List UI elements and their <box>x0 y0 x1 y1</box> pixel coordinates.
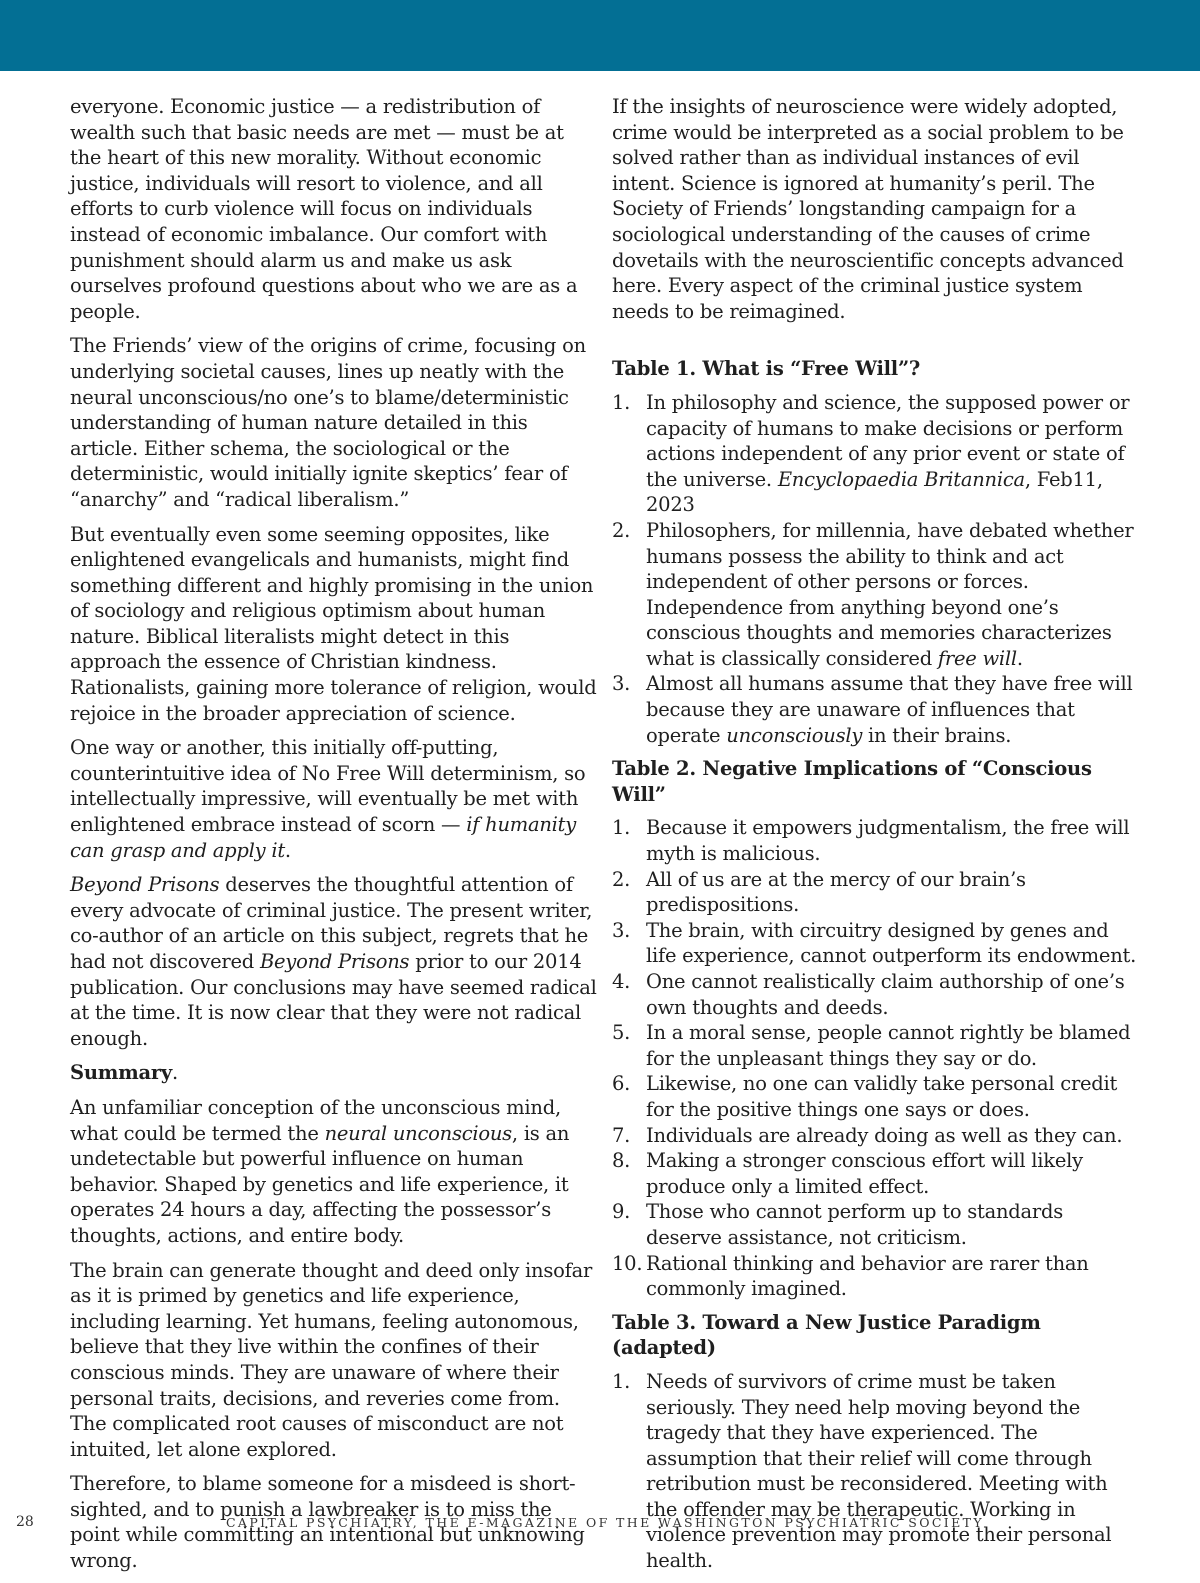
item-text: In a moral sense, people cannot rightly be blamed for the unpleasant things they say or do. <box>646 1021 1131 1070</box>
item-text: The brain, with circuitry designed by genes and life experience, cannot outperform its endowment. <box>646 918 1137 968</box>
list-item <box>612 867 1140 918</box>
left-column <box>70 94 600 1583</box>
item-text: Individuals are already doing as well as they can. <box>646 1123 1123 1147</box>
item-number: 2. <box>612 518 631 542</box>
paragraph: Therefore, to blame someone for a misdeed is short-sighted, and to punish a lawbreaker is to miss the point while committing an intentional but unknowing wrong. <box>70 1472 585 1573</box>
list-item <box>612 1123 1140 1149</box>
paragraph-text: , is an undetectable but powerful influence on human behavior. Shaped by genetics and life experience, it operates 24 hours a day, affecting the possessor’s thoughts, actions, and entire body. <box>70 1121 570 1247</box>
item-text: in their brains. <box>862 723 1012 747</box>
table2-title: Table 2. Negative Implications of “Conscious Will” <box>612 757 1092 806</box>
item-text: Because it empowers judgmentalism, the free will myth is malicious. <box>646 816 1130 866</box>
list-item <box>612 1020 1140 1071</box>
table3-list <box>612 1369 1140 1574</box>
magazine-title: CAPITAL PSYCHIATRY, THE E-MAGAZINE OF THE WASHINGTON PSYCHIATRIC SOCIETY <box>225 1515 985 1530</box>
item-text: , Feb11, 2023 <box>646 467 1103 517</box>
list-item <box>612 1251 1140 1302</box>
item-text: All of us are at the mercy of our brain’s predispositions. <box>646 867 1026 917</box>
item-text: Philosophers, for millennia, have debated whether humans possess the ability to think and act independent of other persons or forces. Independence from anything beyond one’s conscious thoughts and memories characterizes what is classically considered <box>646 518 1134 670</box>
paragraph <box>70 872 600 1051</box>
item-number: 9. <box>612 1200 631 1224</box>
item-number: 8. <box>612 1149 631 1173</box>
item-emphasis: Encyclopaedia Britannica <box>777 467 1025 491</box>
book-title: Beyond Prisons <box>259 950 410 973</box>
list-item <box>612 671 1140 748</box>
item-number: 3. <box>612 918 631 942</box>
list-item <box>612 1199 1140 1250</box>
list-item <box>612 1148 1140 1199</box>
paragraph-text: An unfamiliar conception of the unconscious mind, what could be termed the <box>70 1095 561 1145</box>
item-number: 3. <box>612 672 631 696</box>
item-text: Almost all humans assume that they have free will because they are unaware of influences that operate <box>646 672 1133 747</box>
item-number: 1. <box>612 390 631 414</box>
item-text: In philosophy and science, the supposed power or capacity of humans to make decisions or perform actions independent of any prior event or state of the universe. <box>646 390 1130 491</box>
item-number: 7. <box>612 1123 631 1147</box>
item-number: 2. <box>612 867 631 891</box>
paragraph-text: prior to our 2014 publication. Our conclusions may have seemed radical at the time. It is now clear that they were not radical enough. <box>70 950 597 1050</box>
table1-list <box>612 390 1140 748</box>
table3-title: Table 3. Toward a New Justice Paradigm (adapted) <box>612 1310 1041 1360</box>
item-text: . <box>1016 646 1023 670</box>
item-number: 6. <box>612 1072 631 1096</box>
paragraph <box>70 735 600 863</box>
table1-title: Table 1. What is “Free Will”? <box>612 357 921 381</box>
item-emphasis: unconsciously <box>726 723 863 747</box>
page-footer <box>0 1514 1200 1534</box>
table2-list <box>612 815 1140 1301</box>
item-text: One cannot realistically claim authorship of one’s own thoughts and deeds. <box>646 970 1125 1019</box>
book-title: Beyond Prisons <box>70 873 220 897</box>
paragraph: The brain can generate thought and deed only insofar as it is primed by genetics and life experience, including learning. Yet humans, feeling autonomous, believe that they live within the confines of their conscious minds. They are unaware of where their personal traits, decisions, and reveries come from. The complicated root causes of misconduct are not intuited, let alone explored. <box>70 1258 593 1461</box>
item-emphasis: free will <box>937 646 1017 670</box>
paragraph: If the insights of neuroscience were widely adopted, crime would be interpreted as a social problem to be solved rather than as individual instances of evil intent. Science is ignored at humanity’s peril. The Society of Friends’ longstanding campaign for a sociological understanding of the causes of crime dovetails with the neuroscientific concepts advanced here. Every aspect of the criminal justice system needs to be reimagined. <box>612 95 1124 323</box>
list-item <box>612 390 1140 518</box>
item-text: Those who cannot perform up to standards deserve assistance, not criticism. <box>646 1200 1063 1249</box>
summary-heading-line <box>70 1060 600 1086</box>
list-item <box>612 518 1140 672</box>
header-bar <box>0 0 1200 71</box>
item-number: 10. <box>612 1251 643 1275</box>
list-item <box>612 918 1140 969</box>
item-text: Making a stronger conscious effort will likely produce only a limited effect. <box>646 1149 1083 1198</box>
paragraph: But eventually even some seeming opposites, like enlightened evangelicals and humanists, might find something different and highly promising in the union of sociology and religious optimism about human nature. Biblical literalists might detect in this approach the essence of Christian kindness. Rationalists, gaining more tolerance of religion, would rejoice in the broader appreciation of science. <box>70 522 597 725</box>
item-text: Rational thinking and behavior are rarer than commonly imagined. <box>646 1251 1089 1301</box>
summary-period: . <box>172 1061 178 1085</box>
paragraph-text: deserves the thoughtful attention of every advocate of criminal justice. The present writer, co-author of an article on this subject, regrets that he had not discovered <box>70 873 593 973</box>
item-number: 1. <box>612 1369 631 1393</box>
list-item <box>612 969 1140 1020</box>
list-item <box>612 1071 1140 1122</box>
item-number: 4. <box>612 970 631 993</box>
emphasis-text: if humanity can grasp and apply it <box>70 813 577 862</box>
item-text: Likewise, no one can validly take personal credit for the positive things one says or does. <box>646 1072 1118 1121</box>
right-column <box>612 94 1140 1582</box>
item-text: Needs of survivors of crime must be taken seriously. They need help moving beyond the tragedy that they have experienced. The assumption that their relief will come through retribution must be reconsidered. Meeting with the offender may be therapeutic. Working in violence prevention may promote their personal health. <box>646 1369 1112 1573</box>
paragraph: The Friends’ view of the origins of crime, focusing on underlying societal causes, lines up neatly with the neural unconscious/no one’s to blame/deterministic understanding of human nature detailed in this article. Either schema, the sociological or the deterministic, would initially ignite skeptics’ fear of “anarchy” and “radical liberalism.” <box>70 334 586 511</box>
paragraph-text: . <box>284 838 291 862</box>
list-item <box>612 1369 1140 1574</box>
page-number: 28 <box>16 1514 34 1530</box>
item-number: 1. <box>612 816 631 840</box>
list-item <box>612 815 1140 866</box>
paragraph-text: One way or another, this initially off-putting, counterintuitive idea of No Free Will determinism, so intellectually impressive, will eventually be met with enlightened embrace instead of scorn — <box>70 736 586 837</box>
paragraph: everyone. Economic justice — a redistribution of wealth such that basic needs are met — must be at the heart of this new morality. Without economic justice, individuals will resort to violence, and all efforts to curb violence will focus on individuals instead of economic imbalance. Our comfort with punishment should alarm us and make us ask ourselves profound questions about who we are as a people. <box>70 95 578 323</box>
item-number: 5. <box>612 1021 631 1045</box>
paragraph <box>70 1095 600 1249</box>
emphasis-text: neural unconscious <box>324 1121 512 1145</box>
summary-heading: Summary <box>70 1061 173 1085</box>
